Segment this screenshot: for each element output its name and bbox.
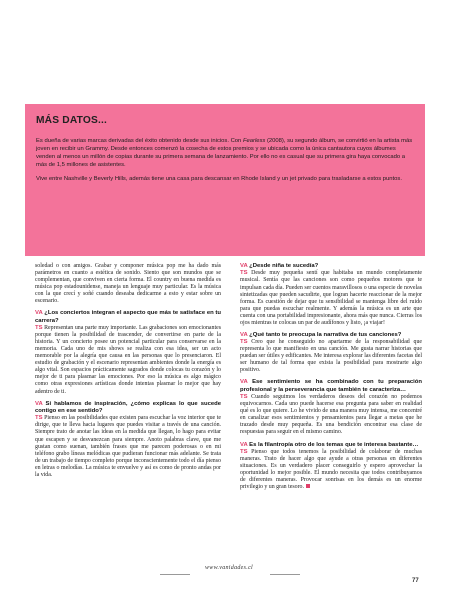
interviewer-tag: VA	[240, 263, 248, 269]
sidebar-info-box	[25, 104, 425, 256]
question-2	[35, 401, 221, 416]
answer-6-text: Pienso que todos tenemos la posibilidad de colaborar de muchas maneras. Trato de hacer algo que ayude a otras personas en diferentes situaciones. Es un verdadero placer conseguirlo y espero aprovechar la oportunidad lo mejor posible. El mundo necesita que todos contribuyamos de diferentes maneras. Provocar sonrisas en los demás es un enorme privilegio y un gran tesoro.	[240, 448, 422, 491]
footer-url: www.vanidades.cl	[204, 565, 254, 571]
answer-4	[240, 339, 422, 374]
box-title: MÁS DATOS...	[36, 115, 108, 126]
footer-rule-left	[160, 574, 190, 575]
album-title: Fearless	[242, 138, 266, 144]
answer-3	[240, 270, 422, 326]
interviewee-tag: TS	[35, 325, 43, 332]
end-of-article-icon	[306, 484, 310, 488]
answer-2-text: Pienso en las posibilidades que existen para escuchar la voz interior que te dirige, que te lleva hacia lugares que puedes visitar a través de una canción. Siempre trato de anotar las ideas en la medida que llegan, lo hago para evitar que escapen y se desvanezcan para siempre. Anoto palabras clave, que me gustan como suenan, también frases que me parecen poderosas o en mi teléfono grabo líneas melódicas que pudieran funcionar más adelante. Se trata de un trabajo de tiempo completo porque inconscientemente todo el día pienso en letras o melodías. La música te envuelve y así es como de pronto andas por la vida.	[35, 415, 221, 478]
interviewer-tag: VA	[240, 441, 248, 448]
interviewer-tag: VA	[240, 379, 248, 386]
intro-paragraph: soledad o con amigos. Grabar y componer música pop me ha dado más parámetros en cuanto a estética de sonido. Siento que son mundos que se complementan, que conviven en cierta forma. El country en buena medida es música pop estadounidense, maneja un lenguaje muy particular. Es la música con la que crecí y soñé cuando deseaba dedicarme a esto y estar sobre un escenario.	[35, 263, 221, 305]
question-4-text: ¿Qué tanto te preocupa la narrativa de tus canciones?	[247, 331, 402, 338]
box-paragraph-2: Vive entre Nashville y Beverly Hills, además tiene una casa para descansar en Rhode Island y un jet privado para trasladarse a estos puntos.	[36, 176, 402, 183]
answer-3-text: Desde muy pequeña sentí que habitaba un mundo completamente musical. Sentía que las canciones son como pequeños motores que te impulsan cada día. Pueden ser cuentos maravillosos o una especie de novelas sintetizadas que pueden sacudirte, que logran hacerte reaccionar de la mejor forma. Es cuestión de dejar que tu sensibilidad se mantenga libre del ruido para que puedas escuchar realmente. Y además la música es un arte que cuenta con una portabilidad impresionante, ahora más que nunca. Cierras los ojos mientras te colocas un par de audífonos y listo, ¡a viajar!	[240, 270, 422, 326]
question-3	[240, 263, 422, 270]
question-6-text: Es la filantropía otro de los temas que te interesa bastante…	[247, 441, 419, 448]
answer-2	[35, 415, 221, 478]
left-column	[35, 263, 221, 479]
right-column	[240, 263, 422, 491]
answer-5	[240, 394, 422, 436]
question-3-text: ¿Desde niña te sucedía?	[247, 263, 319, 269]
question-5	[240, 379, 422, 394]
answer-6	[240, 449, 422, 491]
top-margin	[0, 0, 457, 95]
answer-1	[35, 325, 221, 395]
interviewee-tag: TS	[240, 448, 248, 455]
answer-4-text: Creo que he conseguido no apartarme de la responsabilidad que representa lo que manifiesto en una canción. Me gusta narrar historias que puedan ser útiles y edificantes. Me interesa explorar las diferentes facetas del ser humano de tal forma que exista la posibilidad para mostrarte algo positivo.	[240, 339, 422, 374]
box-p1-before: Es dueña de varias marcas derivadas del éxito obtenido desde sus inicios. Con	[36, 138, 243, 144]
box-paragraph-1	[36, 137, 414, 169]
question-2-text: Si hablamos de inspiración, ¿cómo explicas lo que sucede contigo en ese sentido?	[35, 400, 221, 414]
question-1-text: ¿Los conciertos integran el aspecto que más te satisface en tu carrera?	[35, 310, 221, 324]
answer-5-text: Cuando seguimos los verdaderos deseos del corazón no podemos equivocarnos. Cada uno puede hacerse esa pregunta para saber en realidad qué es lo que quiere. Lo he vivido de una manera muy intensa, me concentré en canalizar esos sentimientos y pensamientos para llegar a metas que he trazado desde muy pequeña. Es una bendición encontrar esa clase de respuestas para seguir en el mismo camino.	[240, 394, 422, 436]
answer-1-text: Representan una parte muy importante. Las grabaciones son emocionantes porque tienen la posibilidad de trascender, de convertirse en parte de la historia. Y un concierto posee un potencial particular para conservarse en la memoria. Cada uno de mis shows se realiza con esa idea, ser un acto memorable por la alegría que causa en las personas que lo presenciaron. El estudio de grabación y el escenario representan ambientes donde la energía es algo vital. Son espacios prácticamente sagrados donde colocas tu corazón y lo mejor de ti para plasmar las emociones. Por eso la música es algo mágico como otras expresiones artísticas donde intentas plasmar lo mejor que hay adentro de ti.	[35, 325, 221, 395]
question-5-text: Ese sentimiento se ha combinado con tu preparación profesional y la perseverancia que también te caracteriza…	[240, 379, 422, 393]
interviewer-tag: VA	[240, 331, 248, 338]
question-4	[240, 332, 422, 339]
page-number: 77	[412, 578, 419, 584]
box-p1-after: (2008), su segundo álbum, se convirtió en la artista más joven en recibir un Grammy. Desde entonces comenzó la cosecha de estos premios y se ubicada como la única cantautora cuyos álbumes venden al menos un millón de copias durante su primera semana de lanzamiento. Por ello no es casual que su primera gira haya convocado a más de 1,5 millones de asistentes.	[36, 138, 413, 169]
footer-rule-right	[270, 574, 300, 575]
question-6	[240, 442, 422, 449]
question-1	[35, 310, 221, 325]
interviewer-tag: VA	[35, 400, 43, 407]
interviewer-tag: VA	[35, 310, 43, 317]
interviewee-tag: TS	[240, 339, 248, 346]
interviewee-tag: TS	[240, 270, 248, 277]
interviewee-tag: TS	[240, 394, 248, 401]
interviewee-tag: TS	[35, 415, 43, 422]
